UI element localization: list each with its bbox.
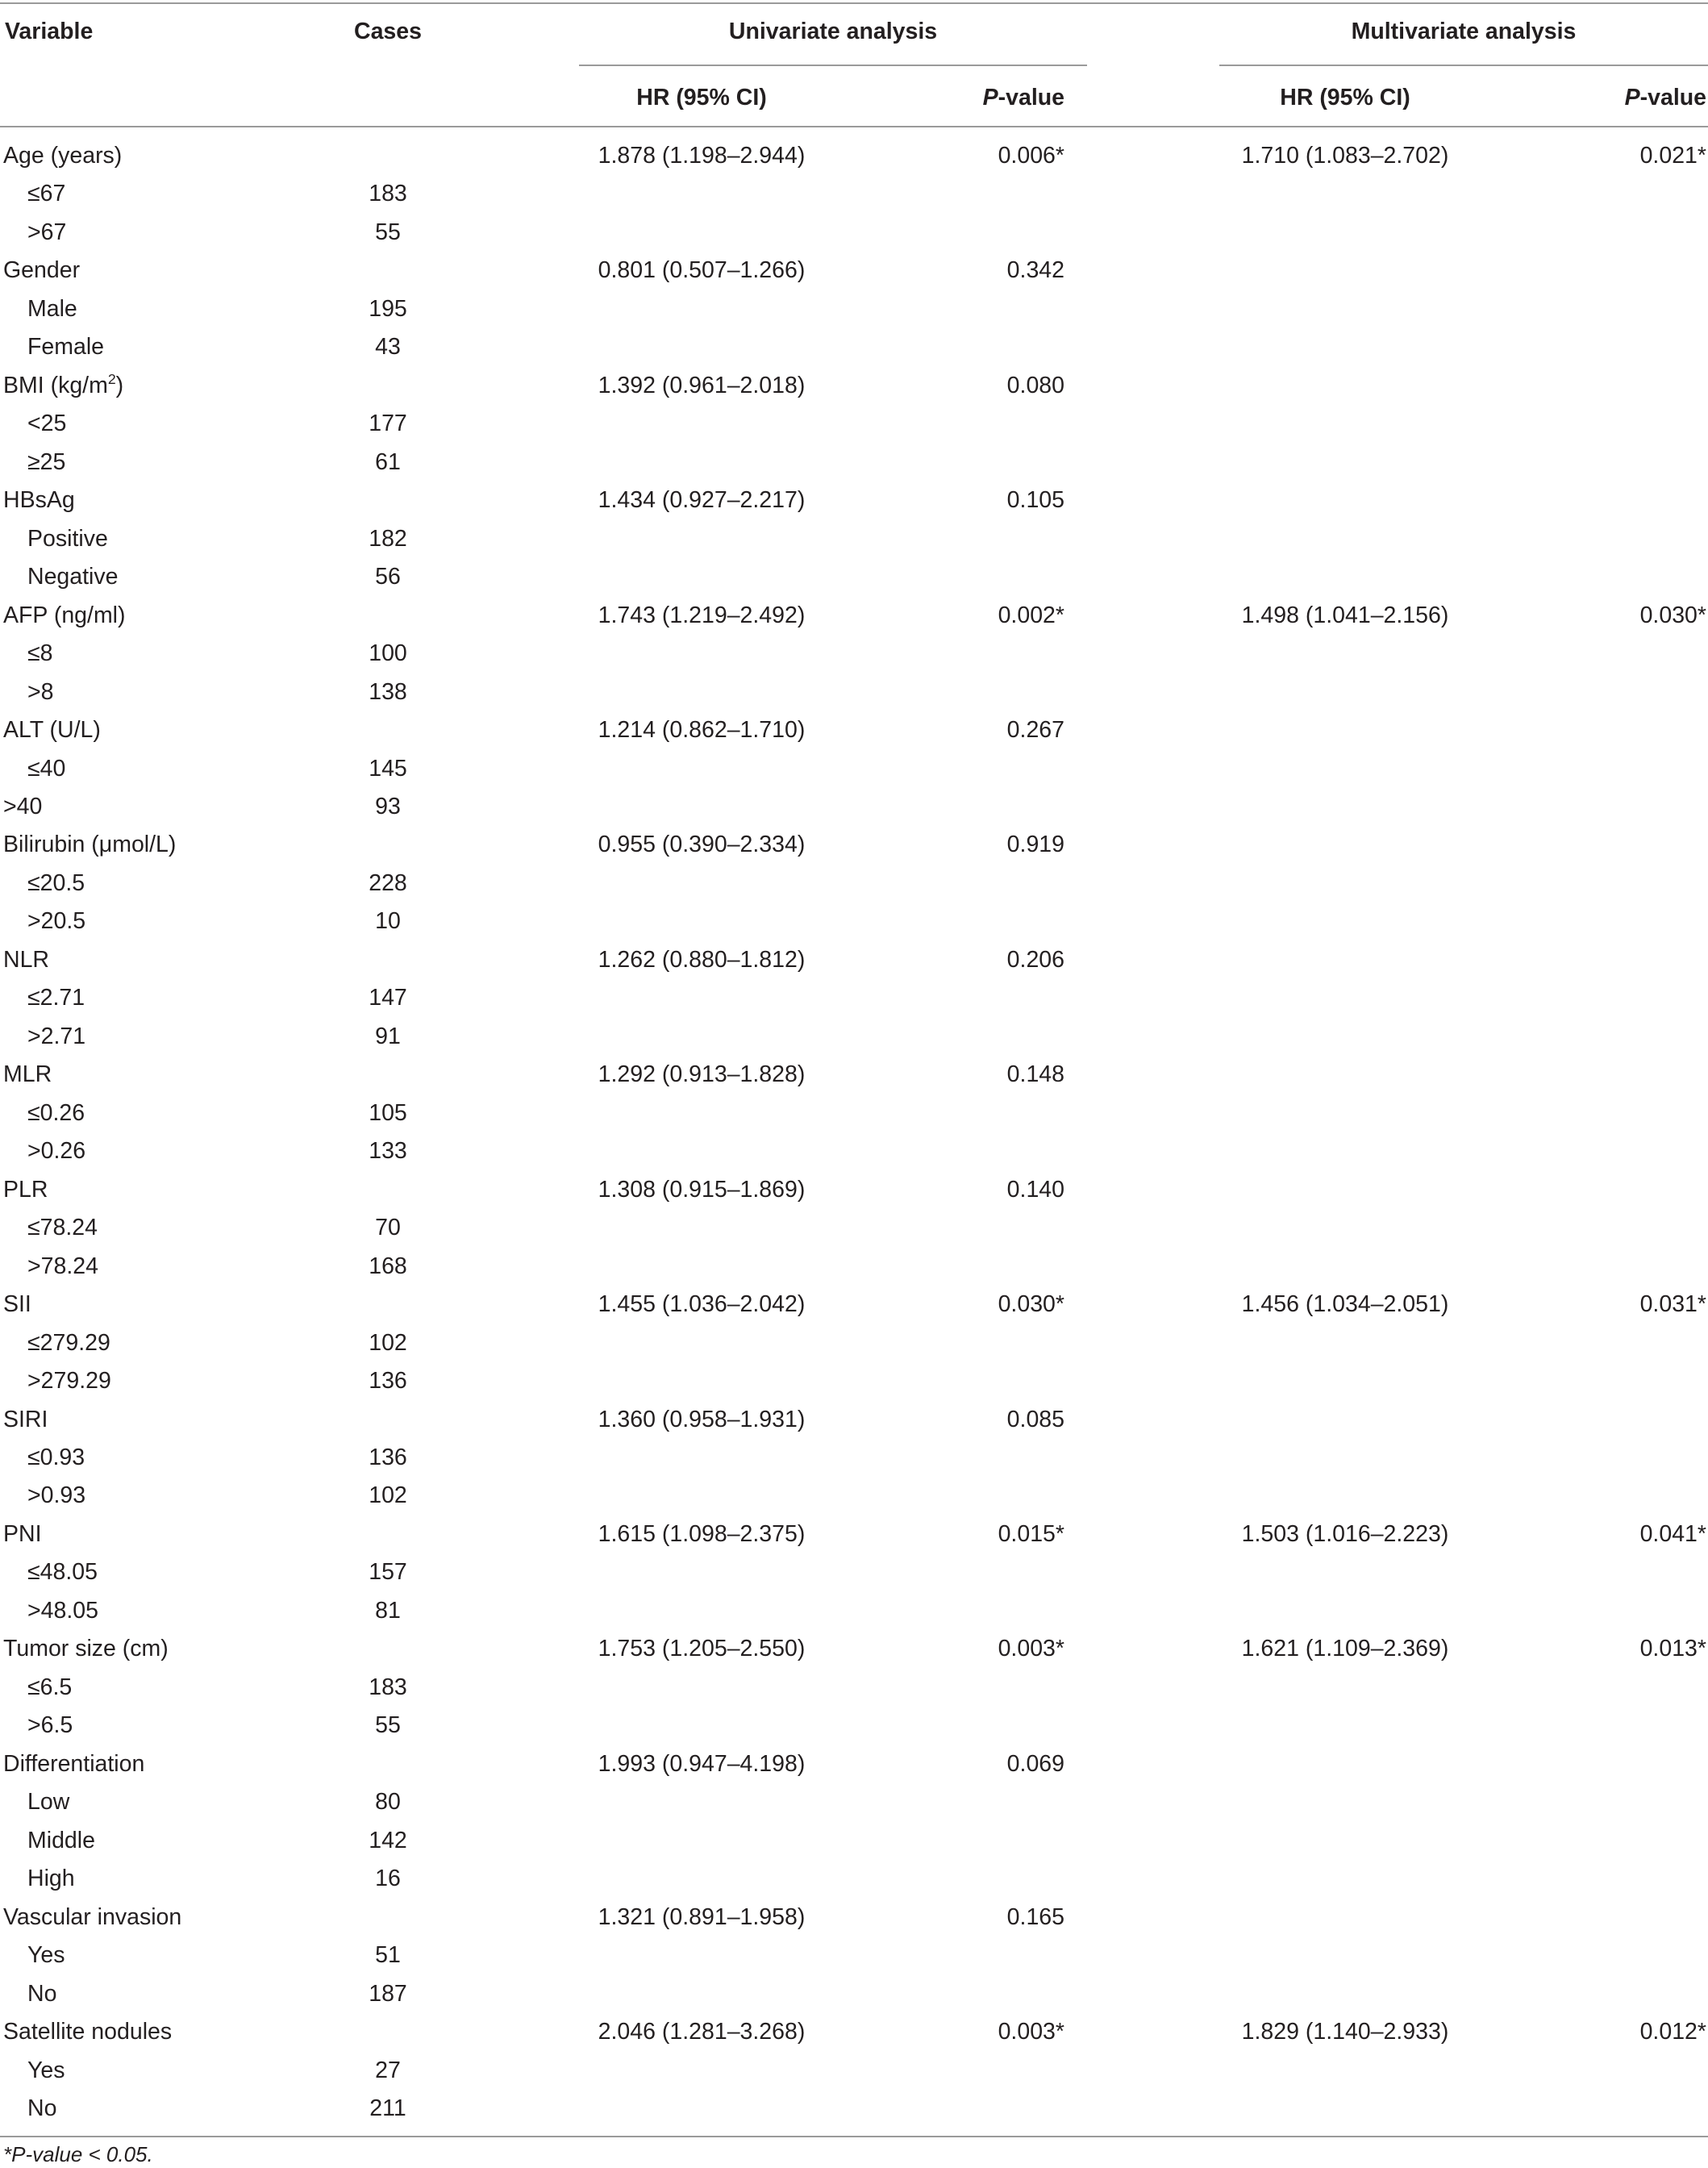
- row-variable-label: ALT (U/L): [3, 717, 101, 743]
- row-category-label: ≤67: [27, 181, 66, 206]
- row-category-label: Male: [27, 296, 77, 322]
- row-hr-multivariate: 1.498 (1.041–2.156): [1241, 602, 1449, 628]
- header-hr-univariate: HR (95% CI): [636, 85, 767, 110]
- row-p-univariate: 0.148: [1006, 1061, 1064, 1087]
- row-p-univariate: 0.206: [1006, 947, 1064, 973]
- row-p-univariate: 0.342: [1006, 257, 1064, 283]
- row-cases: 147: [369, 985, 407, 1011]
- row-cases: 105: [369, 1100, 407, 1126]
- row-cases: 81: [375, 1598, 401, 1624]
- row-p-univariate: 0.165: [1006, 1904, 1064, 1930]
- row-p-univariate: 0.105: [1006, 487, 1064, 513]
- header-hr-multivariate: HR (95% CI): [1280, 85, 1410, 110]
- row-cases: 27: [375, 2058, 401, 2083]
- row-p-multivariate: 0.013*: [1639, 1636, 1706, 1661]
- row-category-label: >8: [27, 679, 54, 705]
- row-cases: 91: [375, 1024, 401, 1049]
- row-category-label: Low: [27, 1789, 70, 1815]
- header-bottom-rule: [0, 126, 1708, 127]
- row-category-label: >78.24: [27, 1253, 98, 1279]
- row-category-label: ≤20.5: [27, 870, 85, 896]
- header-univariate: Univariate analysis: [728, 19, 938, 44]
- row-category-label: Yes: [27, 1942, 65, 1968]
- row-hr-univariate: 0.955 (0.390–2.334): [598, 832, 806, 857]
- row-p-univariate: 0.003*: [998, 2019, 1064, 2045]
- row-category-label: ≤6.5: [27, 1674, 73, 1700]
- row-p-univariate: 0.030*: [998, 1291, 1064, 1317]
- row-hr-multivariate: 1.503 (1.016–2.223): [1241, 1521, 1449, 1547]
- row-category-label: ≤40: [27, 756, 66, 782]
- row-category-label: No: [27, 2095, 57, 2121]
- row-hr-univariate: 1.360 (0.958–1.931): [598, 1407, 806, 1432]
- row-hr-univariate: 1.308 (0.915–1.869): [598, 1177, 806, 1203]
- row-cases: 61: [375, 449, 401, 475]
- row-cases: 168: [369, 1253, 407, 1279]
- row-category-label: High: [27, 1866, 75, 1891]
- row-cases: 51: [375, 1942, 401, 1968]
- row-cases: 93: [375, 794, 401, 819]
- univariate-rule: [579, 65, 1087, 66]
- header-p-univariate: P-value: [982, 85, 1064, 110]
- row-cases: 55: [375, 1712, 401, 1738]
- row-cases: 102: [369, 1330, 407, 1356]
- row-cases: 187: [369, 1981, 407, 2007]
- row-hr-univariate: 1.743 (1.219–2.492): [598, 602, 806, 628]
- bottom-rule: [0, 2136, 1708, 2137]
- multivariate-rule: [1219, 65, 1708, 66]
- row-variable-label: PLR: [3, 1177, 48, 1203]
- row-category-label: ≤48.05: [27, 1559, 98, 1585]
- row-cases: 70: [375, 1215, 401, 1240]
- row-variable-label: Age (years): [3, 143, 123, 169]
- row-p-univariate: 0.267: [1006, 717, 1064, 743]
- header-variable: Variable: [5, 19, 94, 44]
- row-category-label: >48.05: [27, 1598, 98, 1624]
- row-category-label: Positive: [27, 526, 108, 552]
- row-cases: 100: [369, 640, 407, 666]
- row-p-univariate: 0.919: [1006, 832, 1064, 857]
- row-cases: 177: [369, 411, 407, 436]
- row-cases: 182: [369, 526, 407, 552]
- row-category-label: >0.93: [27, 1482, 86, 1508]
- row-variable-label: AFP (ng/ml): [3, 602, 126, 628]
- row-p-univariate: 0.015*: [998, 1521, 1064, 1547]
- row-category-label: Negative: [27, 564, 119, 590]
- row-cases: 10: [375, 908, 401, 934]
- row-cases: 157: [369, 1559, 407, 1585]
- header-multivariate: Multivariate analysis: [1351, 19, 1577, 44]
- row-variable-label: MLR: [3, 1061, 52, 1087]
- row-hr-univariate: 1.878 (1.198–2.944): [598, 143, 806, 169]
- row-category-label: >20.5: [27, 908, 86, 934]
- row-hr-multivariate: 1.456 (1.034–2.051): [1241, 1291, 1449, 1317]
- row-cases: 43: [375, 334, 401, 360]
- row-hr-univariate: 1.321 (0.891–1.958): [598, 1904, 806, 1930]
- row-category-label: ≤78.24: [27, 1215, 98, 1240]
- row-p-univariate: 0.069: [1006, 1751, 1064, 1777]
- row-hr-univariate: 1.214 (0.862–1.710): [598, 717, 806, 743]
- row-category-label: ≥25: [27, 449, 66, 475]
- row-variable-label: SII: [3, 1291, 31, 1317]
- row-p-multivariate: 0.030*: [1639, 602, 1706, 628]
- row-p-univariate: 0.140: [1006, 1177, 1064, 1203]
- row-p-multivariate: 0.012*: [1639, 2019, 1706, 2045]
- row-hr-univariate: 1.753 (1.205–2.550): [598, 1636, 806, 1661]
- row-category-label: ≤2.71: [27, 985, 85, 1011]
- row-hr-univariate: 1.434 (0.927–2.217): [598, 487, 806, 513]
- row-variable-label: PNI: [3, 1521, 42, 1547]
- row-cases: 56: [375, 564, 401, 590]
- row-p-multivariate: 0.031*: [1639, 1291, 1706, 1317]
- row-variable-label: BMI $(kg/m^2)$: [3, 371, 124, 398]
- row-category-label: No: [27, 1981, 57, 2007]
- row-p-multivariate: 0.021*: [1639, 143, 1706, 169]
- row-cases: 195: [369, 296, 407, 322]
- row-cases: 142: [369, 1828, 407, 1853]
- row-category-label: >0.26: [27, 1138, 86, 1164]
- row-cases: 16: [375, 1866, 401, 1891]
- row-cases: 133: [369, 1138, 407, 1164]
- row-variable-label: Satellite nodules: [3, 2019, 173, 2045]
- row-cases: 228: [369, 870, 407, 896]
- header-cases: Cases: [354, 19, 422, 44]
- row-category-label: ≤0.93: [27, 1445, 85, 1470]
- row-variable-label: Tumor size (cm): [3, 1636, 169, 1661]
- row-cases: 145: [369, 756, 407, 782]
- row-cases: 183: [369, 1674, 407, 1700]
- row-category-label: >67: [27, 219, 67, 245]
- row-hr-univariate: 1.292 (0.913–1.828): [598, 1061, 806, 1087]
- row-cases: 138: [369, 679, 407, 705]
- row-variable-label: NLR: [3, 947, 50, 973]
- row-p-univariate: 0.003*: [998, 1636, 1064, 1661]
- row-variable-label: Vascular invasion: [3, 1904, 182, 1930]
- row-hr-univariate: 2.046 (1.281–3.268): [598, 2019, 806, 2045]
- row-hr-univariate: 1.262 (0.880–1.812): [598, 947, 806, 973]
- row-hr-multivariate: 1.829 (1.140–2.933): [1241, 2019, 1449, 2045]
- row-variable-label: HBsAg: [3, 487, 75, 513]
- header-p-multivariate: P-value: [1624, 85, 1706, 110]
- row-category-label: Middle: [27, 1828, 95, 1853]
- row-category-label: ≤8: [27, 640, 53, 666]
- row-category-label: >2.71: [27, 1024, 86, 1049]
- row-cases: 136: [369, 1368, 407, 1394]
- row-category-label: <25: [27, 411, 67, 436]
- row-cases: 55: [375, 219, 401, 245]
- row-p-univariate: 0.002*: [998, 602, 1064, 628]
- top-rule: [0, 2, 1708, 4]
- row-variable-label: Differentiation: [3, 1751, 145, 1777]
- row-cases: 80: [375, 1789, 401, 1815]
- row-cases: 136: [369, 1445, 407, 1470]
- row-cases: 211: [369, 2095, 406, 2121]
- row-hr-univariate: 0.801 (0.507–1.266): [598, 257, 806, 283]
- row-category-label: Yes: [27, 2058, 65, 2083]
- row-hr-univariate: 1.993 (0.947–4.198): [598, 1751, 806, 1777]
- row-cases: 183: [369, 181, 407, 206]
- footnote: *P-value < 0.05.: [3, 2142, 153, 2166]
- row-p-univariate: 0.085: [1006, 1407, 1064, 1432]
- row-p-univariate: 0.006*: [998, 143, 1064, 169]
- row-hr-univariate: 1.392 (0.961–2.018): [598, 373, 806, 398]
- row-variable-label: Bilirubin (μmol/L): [3, 832, 177, 857]
- row-p-univariate: 0.080: [1006, 373, 1064, 398]
- row-variable-label: Gender: [3, 257, 81, 283]
- row-category-label: >40: [3, 794, 43, 819]
- row-category-label: >6.5: [27, 1712, 73, 1738]
- row-category-label: >279.29: [27, 1368, 111, 1394]
- row-variable-label: SIRI: [3, 1407, 48, 1432]
- row-p-multivariate: 0.041*: [1639, 1521, 1706, 1547]
- row-category-label: ≤279.29: [27, 1330, 110, 1356]
- row-cases: 102: [369, 1482, 407, 1508]
- row-category-label: ≤0.26: [27, 1100, 85, 1126]
- row-hr-univariate: 1.615 (1.098–2.375): [598, 1521, 806, 1547]
- row-category-label: Female: [27, 334, 105, 360]
- row-hr-multivariate: 1.710 (1.083–2.702): [1241, 143, 1449, 169]
- row-hr-univariate: 1.455 (1.036–2.042): [598, 1291, 806, 1317]
- row-hr-multivariate: 1.621 (1.109–2.369): [1241, 1636, 1449, 1661]
